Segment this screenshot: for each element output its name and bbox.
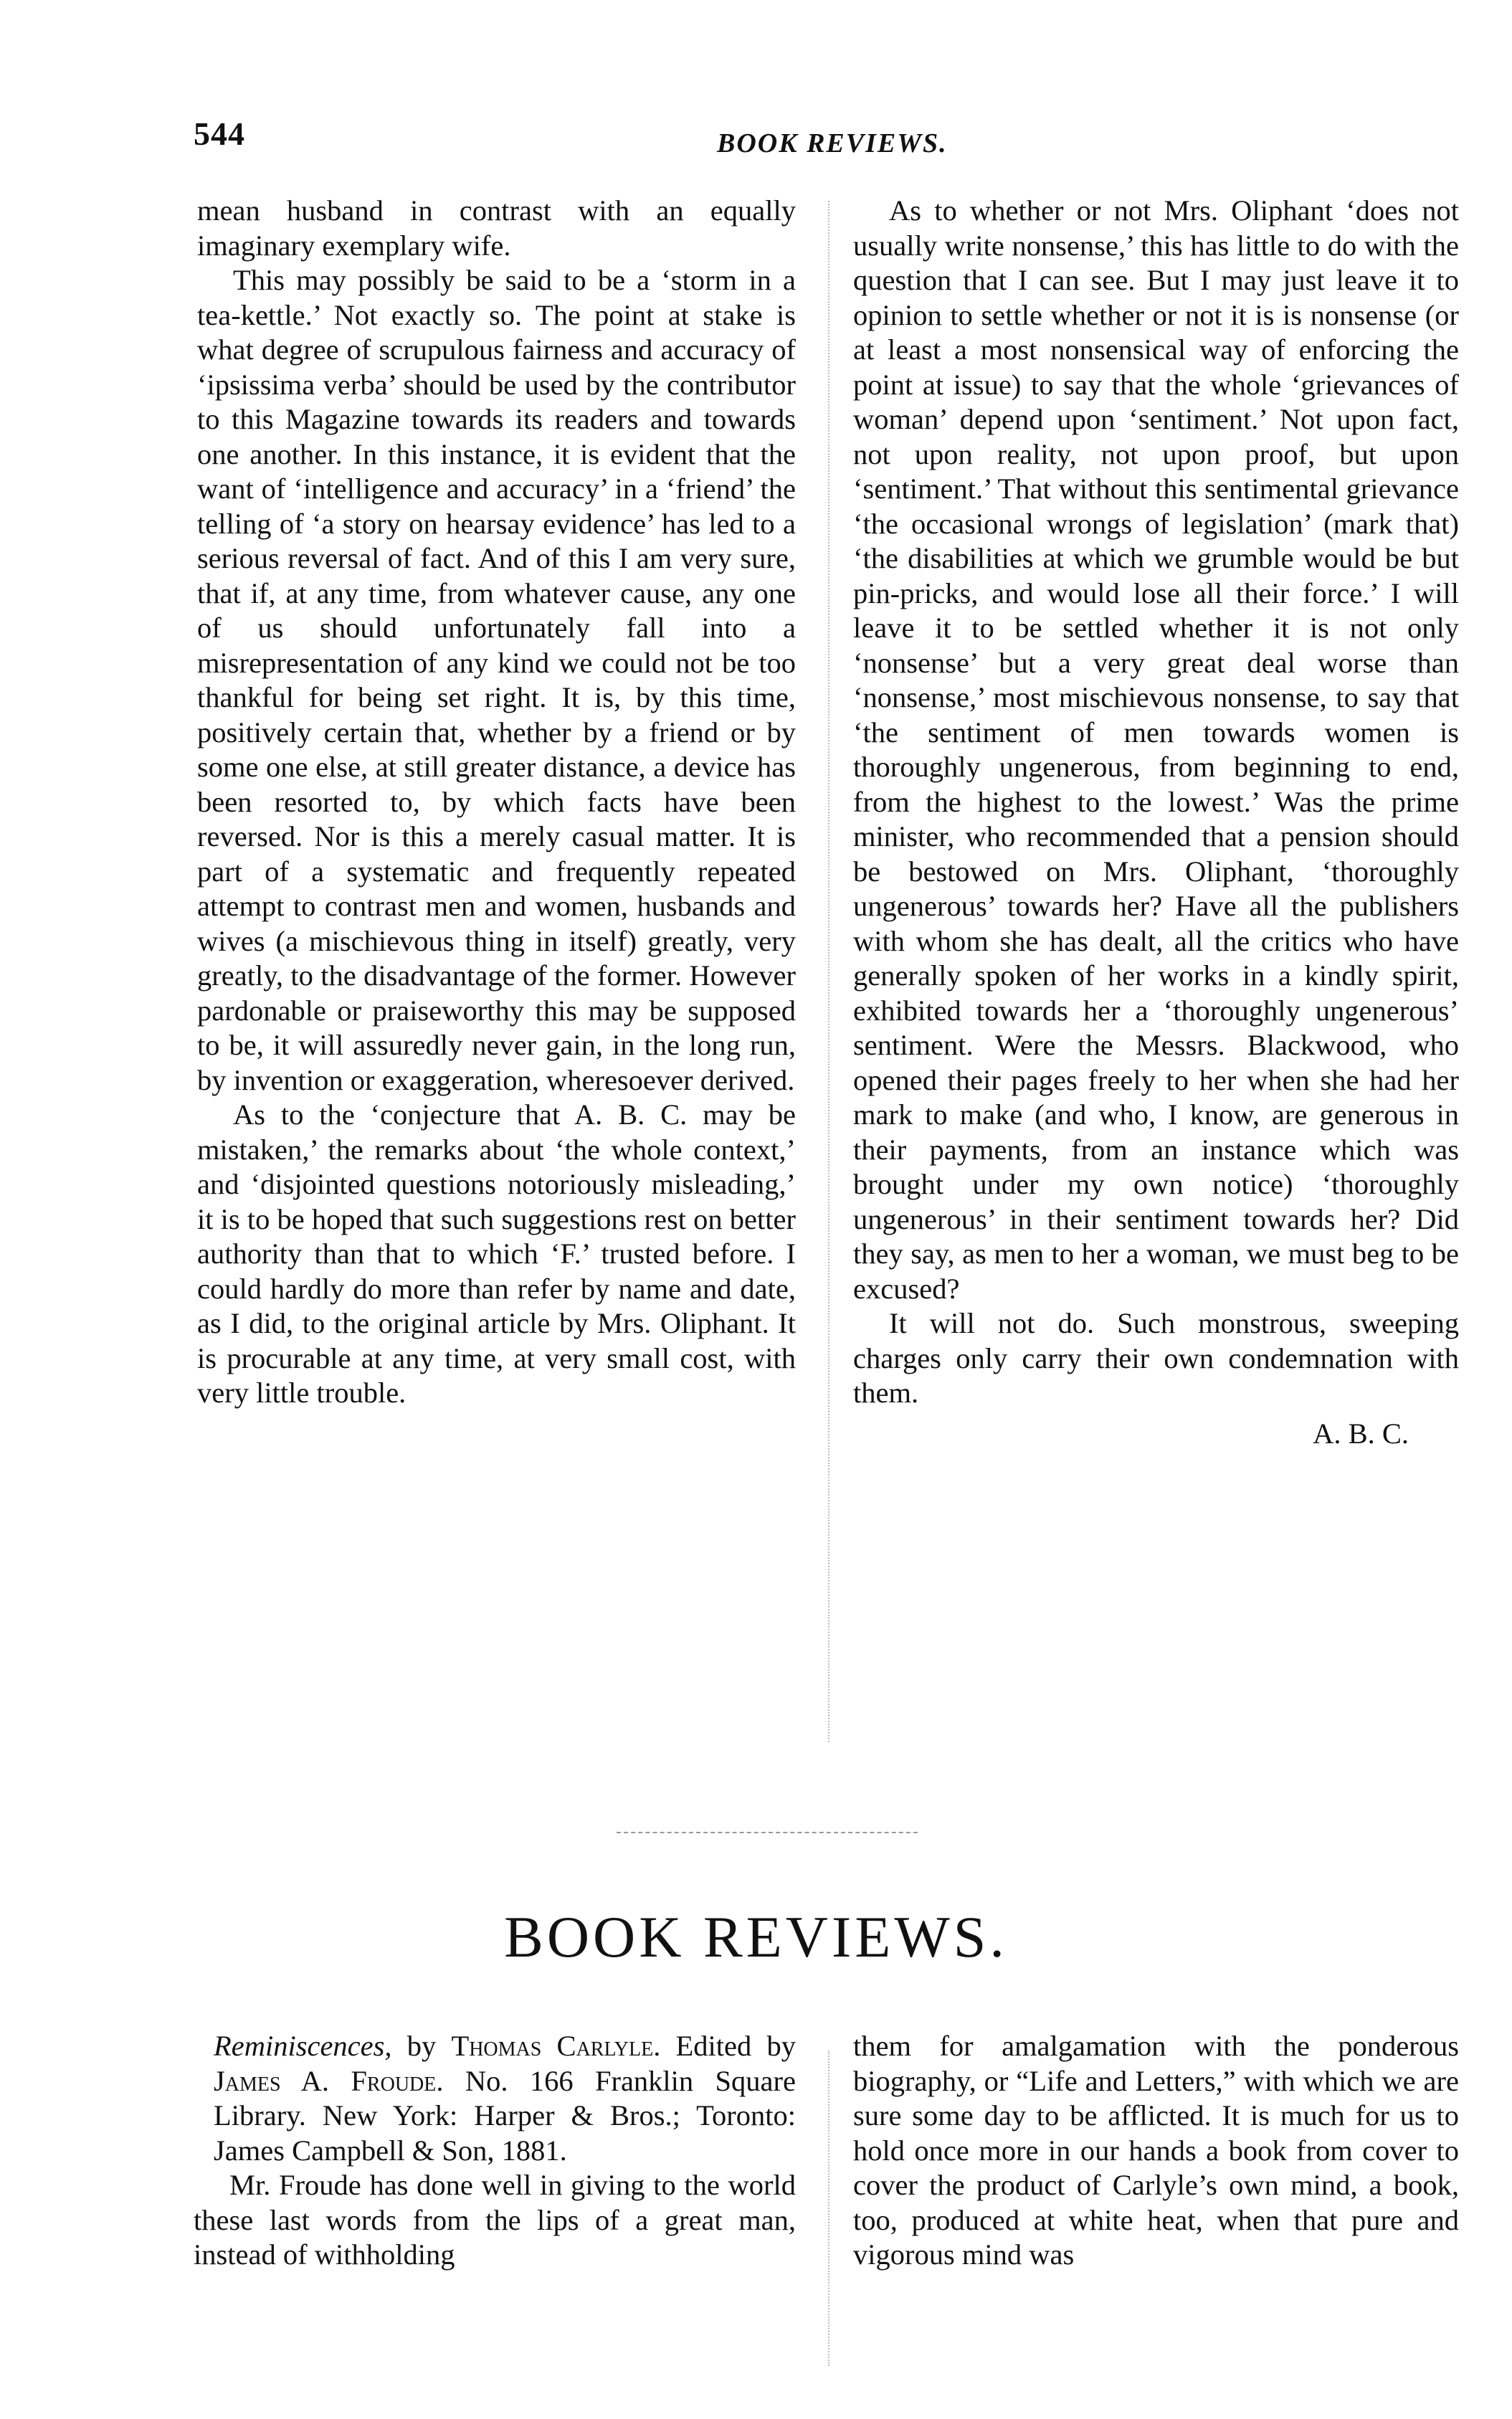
section-separator xyxy=(617,1832,918,1833)
paragraph: As to whether or not Mrs. Oliphant ‘does not usually write nonsense,’ this has little to do with the question that I can see. But I may just leave it to opinion to settle whether or not it is is nonsense (or at least a most nonsensical way of enforcing the point at issue) to say that the whole ‘grievances of woman’ depend upon ‘sentiment.’ Not upon fact, not upon reality, not upon proof, but upon ‘sentiment.’ That without this sentimental grievance ‘the occasional wrongs of legislation’ (mark that) ‘the disabilities at which we grumble would be but pin-pricks, and would lose all their force.’ I will leave it to be settled whether it is not only ‘nonsense’ but a very great deal worse than ‘nonsense,’ most mischievous nonsense, to say that ‘the sentiment of men towards women is thoroughly ungenerous, from beginning to end, from the highest to the lowest.’ Was the prime minister, who recommended that a pension should be bestowed on Mrs. Oliphant, ‘thoroughly ungenerous’ towards her? Have all the publishers with whom she has dealt, all the critics who have generally spoken of her works in a kindly spirit, exhibited towards her a ‘thoroughly ungenerous’ sentiment. Were the Messrs. Blackwood, who opened their pages freely to her when she had her mark to make (and who, I know, are generous in their payments, from an instance which was brought under my own notice) ‘thoroughly ungenerous’ in their sentiment towards her? Did they say, as men to her a woman, we must beg to be excused? xyxy=(853,194,1459,1305)
review-left-column xyxy=(194,2029,796,2273)
book-author: Thomas Carlyle. xyxy=(451,2030,661,2062)
paragraph: Mr. Froude has done well in giving to the world these last words from the lips of a great man, instead of withholding xyxy=(194,2169,796,2271)
book-editor: James A. Froude. xyxy=(214,2064,444,2097)
column-divider xyxy=(828,2050,829,2366)
paragraph: It will not do. Such monstrous, sweeping charges only carry their own condemnation with them. xyxy=(853,1307,1459,1409)
signature: A. B. C. xyxy=(1313,1417,1409,1450)
citation-by: by xyxy=(406,2030,437,2062)
review-citation xyxy=(194,2029,796,2168)
page-number: 544 xyxy=(194,115,245,152)
letter-left-column xyxy=(197,194,796,1411)
column-divider xyxy=(828,201,829,1742)
book-title: Reminiscences, xyxy=(214,2030,392,2062)
citation-edited-by: Edited by xyxy=(675,2030,796,2062)
section-title: BOOK REVIEWS. xyxy=(504,1904,1008,1969)
letter-right-column xyxy=(853,194,1459,1451)
publication-details: No. 166 Franklin Square Library. New York: Harper & Bros.; Toronto: James Campbell & Son, 1881. xyxy=(214,2064,796,2167)
paragraph: them for amalgamation with the ponderous biography, or “Life and Letters,” with which we are sure some day to be afflicted. It is much for us to hold once more in our hands a book from cover to cover the product of Carlyle’s own mind, a book, too, produced at white heat, when that pure and vigorous mind was xyxy=(853,2030,1459,2271)
paragraph: As to the ‘conjecture that A. B. C. may be mistaken,’ the remarks about ‘the whole context,’ and ‘disjointed questions notoriously misleading,’ it is to be hoped that such suggestions rest on better authority than that to which ‘F.’ trusted before. I could hardly do more than refer by name and date, as I did, to the original article by Mrs. Oliphant. It is procurable at any time, at very small cost, with very little trouble. xyxy=(197,1098,796,1409)
paragraph: This may possibly be said to be a ‘storm in a tea-kettle.’ Not exactly so. The point at stake is what degree of scrupulous fairness and accuracy of ‘ipsissima verba’ should be used by the contributor to this Magazine towards its readers and towards one another. In this instance, it is evident that the want of ‘intelligence and accuracy’ in a ‘friend’ the telling of ‘a story on hearsay evidence’ has led to a serious reversal of fact. And of this I am very sure, that if, at any time, from whatever cause, any one of us should unfortunately fall into a misrepresentation of any kind we could not be too thankful for being set right. It is, by this time, positively certain that, whether by a friend or by some one else, at still greater distance, a device has been resorted to, by which facts have been reversed. Nor is this a merely casual matter. It is part of a systematic and frequently repeated attempt to contrast men and women, husbands and wives (a mischievous thing in itself) greatly, very greatly, to the disadvantage of the former. However pardonable or praiseworthy this may be supposed to be, it will assuredly never gain, in the long run, by invention or exaggeration, wheresoever derived. xyxy=(197,264,796,1096)
review-right-column xyxy=(853,2029,1459,2273)
paragraph: mean husband in contrast with an equally imaginary exemplary wife. xyxy=(197,194,796,262)
running-title: BOOK REVIEWS. xyxy=(717,128,948,158)
